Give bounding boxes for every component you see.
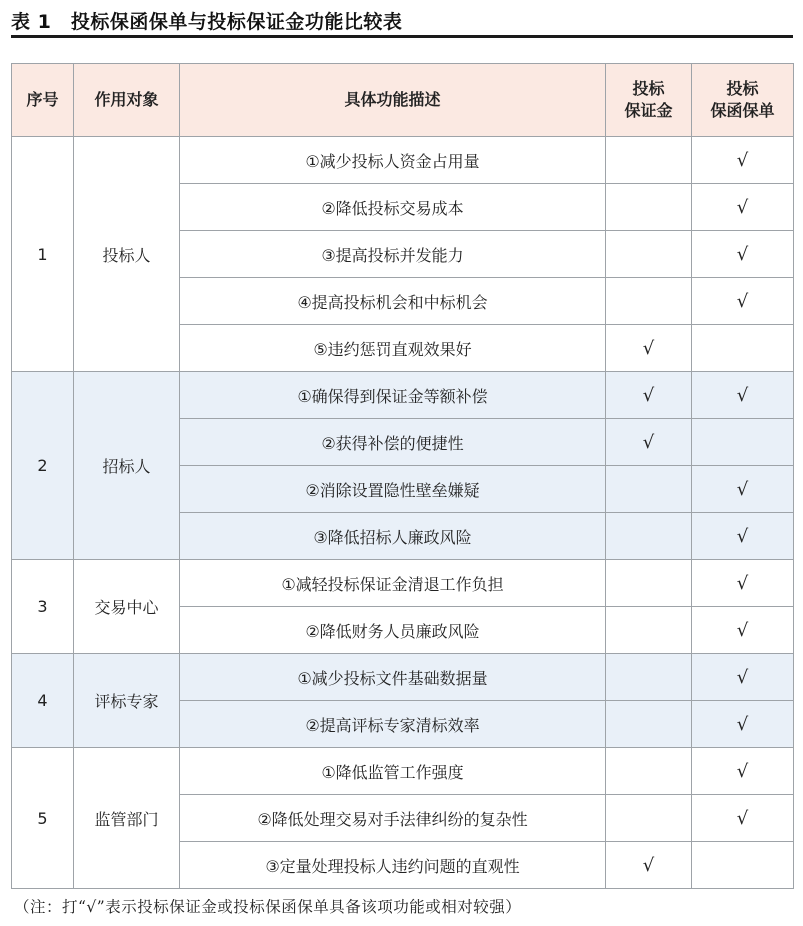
policy-check-cell: √ — [692, 137, 794, 184]
deposit-check-cell: √ — [606, 842, 692, 889]
policy-check-cell: √ — [692, 795, 794, 842]
deposit-check-cell — [606, 748, 692, 795]
desc-cell: ④提高投标机会和中标机会 — [180, 278, 606, 325]
desc-cell: ③提高投标并发能力 — [180, 231, 606, 278]
desc-cell: ②获得补偿的便捷性 — [180, 419, 606, 466]
target-cell: 投标人 — [74, 137, 180, 372]
deposit-check-cell: √ — [606, 419, 692, 466]
deposit-check-cell — [606, 701, 692, 748]
policy-check-cell: √ — [692, 607, 794, 654]
desc-cell: ①减少投标文件基础数据量 — [180, 654, 606, 701]
seq-cell: 3 — [12, 560, 74, 654]
header-target: 作用对象 — [74, 64, 180, 137]
table-row — [12, 748, 794, 795]
deposit-check-cell — [606, 513, 692, 560]
policy-check-cell — [692, 419, 794, 466]
deposit-check-cell — [606, 466, 692, 513]
header-deposit — [606, 64, 692, 137]
seq-cell: 1 — [12, 137, 74, 372]
table-body — [12, 137, 794, 889]
header-desc: 具体功能描述 — [180, 64, 606, 137]
comparison-table — [11, 63, 794, 889]
policy-check-cell — [692, 842, 794, 889]
target-cell: 招标人 — [74, 372, 180, 560]
policy-check-cell: √ — [692, 654, 794, 701]
seq-cell: 5 — [12, 748, 74, 889]
policy-check-cell — [692, 325, 794, 372]
desc-cell: ②消除设置隐性壁垒嫌疑 — [180, 466, 606, 513]
table-note: （注：打“√”表示投标保证金或投标保函保单具备该项功能或相对较强） — [14, 898, 522, 916]
deposit-check-cell — [606, 654, 692, 701]
title-bar — [11, 4, 793, 38]
deposit-check-cell — [606, 795, 692, 842]
policy-check-cell: √ — [692, 560, 794, 607]
seq-cell: 4 — [12, 654, 74, 748]
seq-cell: 2 — [12, 372, 74, 560]
policy-check-cell: √ — [692, 701, 794, 748]
table-row — [12, 654, 794, 701]
policy-check-cell: √ — [692, 466, 794, 513]
table-row — [12, 372, 794, 419]
table-row — [12, 560, 794, 607]
desc-cell: ①减少投标人资金占用量 — [180, 137, 606, 184]
deposit-check-cell — [606, 231, 692, 278]
policy-check-cell: √ — [692, 372, 794, 419]
deposit-check-cell — [606, 278, 692, 325]
header-policy-line1: 投标 — [726, 79, 759, 98]
desc-cell: ②降低财务人员廉政风险 — [180, 607, 606, 654]
deposit-check-cell: √ — [606, 372, 692, 419]
desc-cell: ①确保得到保证金等额补偿 — [180, 372, 606, 419]
policy-check-cell: √ — [692, 278, 794, 325]
target-cell: 评标专家 — [74, 654, 180, 748]
target-cell: 交易中心 — [74, 560, 180, 654]
table-row — [12, 137, 794, 184]
header-policy — [692, 64, 794, 137]
header-deposit-line2: 保证金 — [624, 101, 673, 120]
deposit-check-cell: √ — [606, 325, 692, 372]
deposit-check-cell — [606, 607, 692, 654]
policy-check-cell: √ — [692, 748, 794, 795]
policy-check-cell: √ — [692, 184, 794, 231]
desc-cell: ②降低处理交易对手法律纠纷的复杂性 — [180, 795, 606, 842]
header-policy-line2: 保函保单 — [710, 101, 775, 120]
deposit-check-cell — [606, 560, 692, 607]
deposit-check-cell — [606, 137, 692, 184]
target-cell: 监管部门 — [74, 748, 180, 889]
desc-cell: ①降低监管工作强度 — [180, 748, 606, 795]
deposit-check-cell — [606, 184, 692, 231]
header-seq: 序号 — [12, 64, 74, 137]
desc-cell: ②提高评标专家清标效率 — [180, 701, 606, 748]
desc-cell: ③定量处理投标人违约问题的直观性 — [180, 842, 606, 889]
table-title: 表 1 投标保函保单与投标保证金功能比较表 — [11, 11, 403, 33]
desc-cell: ⑤违约惩罚直观效果好 — [180, 325, 606, 372]
desc-cell: ①减轻投标保证金清退工作负担 — [180, 560, 606, 607]
header-deposit-line1: 投标 — [632, 79, 665, 98]
desc-cell: ③降低招标人廉政风险 — [180, 513, 606, 560]
desc-cell: ②降低投标交易成本 — [180, 184, 606, 231]
policy-check-cell: √ — [692, 513, 794, 560]
header-row — [12, 64, 794, 137]
policy-check-cell: √ — [692, 231, 794, 278]
